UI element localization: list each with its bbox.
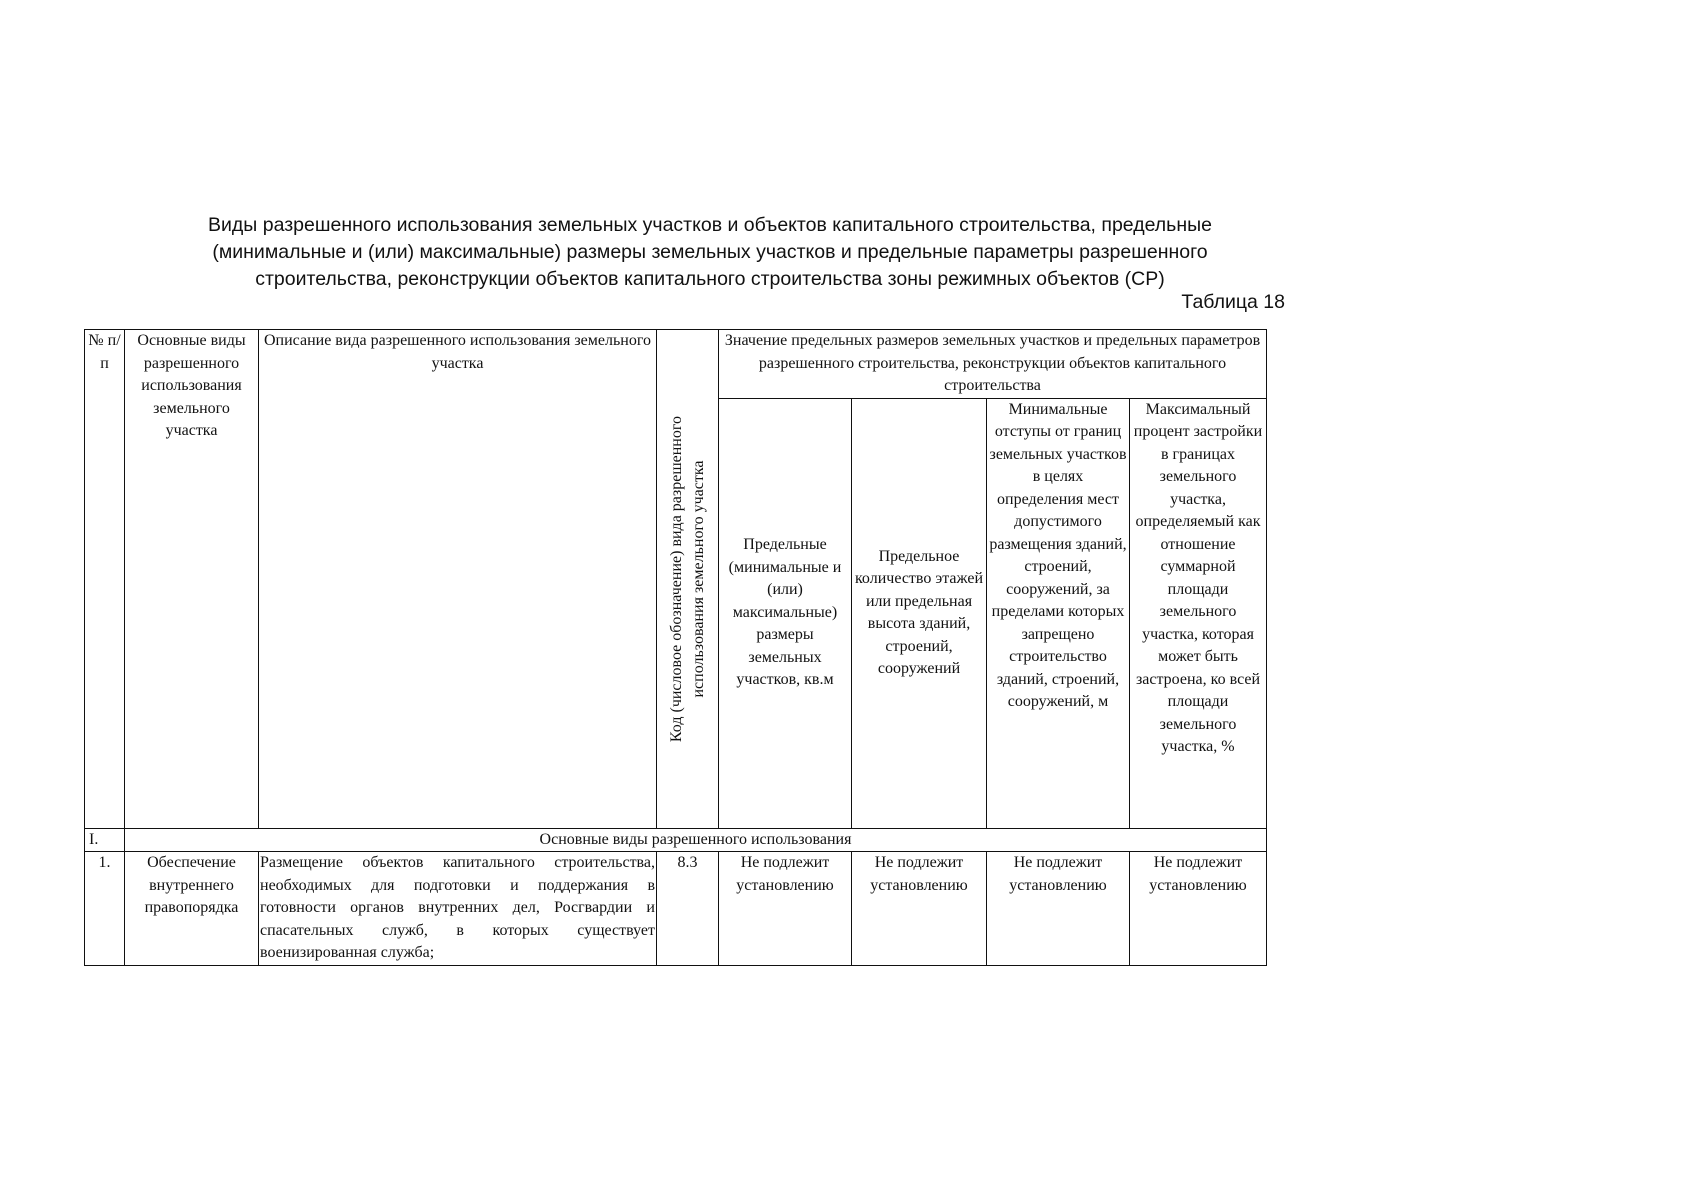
header-code-text: Код (числовое обозначение) вида разрешенного использования земельного участка: [667, 415, 707, 742]
row-code: 8.3: [657, 852, 719, 966]
row-v4: Не подлежит установлению: [1130, 852, 1267, 966]
section-row: [85, 828, 1267, 852]
section-num: I.: [85, 828, 125, 852]
header-v4: Максимальный процент застройки в границах земельного участка, определяемый как отношение суммарной площади земельного участка, которая может быть застроена, ко всей площади земельного участка, %: [1130, 398, 1267, 828]
row-v3: Не подлежит установлению: [987, 852, 1130, 966]
row-v2: Не подлежит установлению: [852, 852, 987, 966]
header-row-1: [85, 330, 1267, 399]
header-num: № п/п: [85, 330, 125, 829]
header-description: Описание вида разрешенного использования земельного участка: [259, 330, 657, 829]
section-label: Основные виды разрешенного использования: [125, 828, 1267, 852]
land-use-table: [84, 329, 1267, 966]
header-values-group: Значение предельных размеров земельных участков и предельных параметров разрешенного строительства, реконструкции объектов капитального строительства: [719, 330, 1267, 399]
row-type: Обеспечение внутреннего правопорядка: [125, 852, 259, 966]
document-title: [140, 212, 1280, 293]
row-v1: Не подлежит установлению: [719, 852, 852, 966]
table-row: [85, 852, 1267, 966]
header-v3: Минимальные отступы от границ земельных участков в целях определения мест допустимого размещения зданий, строений, сооружений, за пределами которых запрещено строительство зданий, строений, сооружений, м: [987, 398, 1130, 828]
table-number: Таблица 18: [1181, 291, 1285, 313]
header-v1: Предельные (минимальные и (или) максимальные) размеры земельных участков, кв.м: [719, 398, 852, 828]
title-line-3: строительства, реконструкции объектов капитального строительства зоны режимных объектов (СР): [255, 268, 1165, 290]
header-code: [657, 330, 719, 829]
header-type: Основные виды разрешенного использования земельного участка: [125, 330, 259, 829]
title-line-2: (минимальные и (или) максимальные) размеры земельных участков и предельные параметры разрешенного: [212, 241, 1208, 263]
title-line-1: Виды разрешенного использования земельных участков и объектов капитального строительства, предельные: [208, 214, 1212, 236]
row-num: 1.: [85, 852, 125, 966]
row-description: Размещение объектов капитального строительства, необходимых для подготовки и поддержания в готовности органов внутренних дел, Росгвардии и спасательных служб, в которых существует военизированная служба;: [259, 852, 657, 966]
header-v2: Предельное количество этажей или предельная высота зданий, строений, сооружений: [852, 398, 987, 828]
